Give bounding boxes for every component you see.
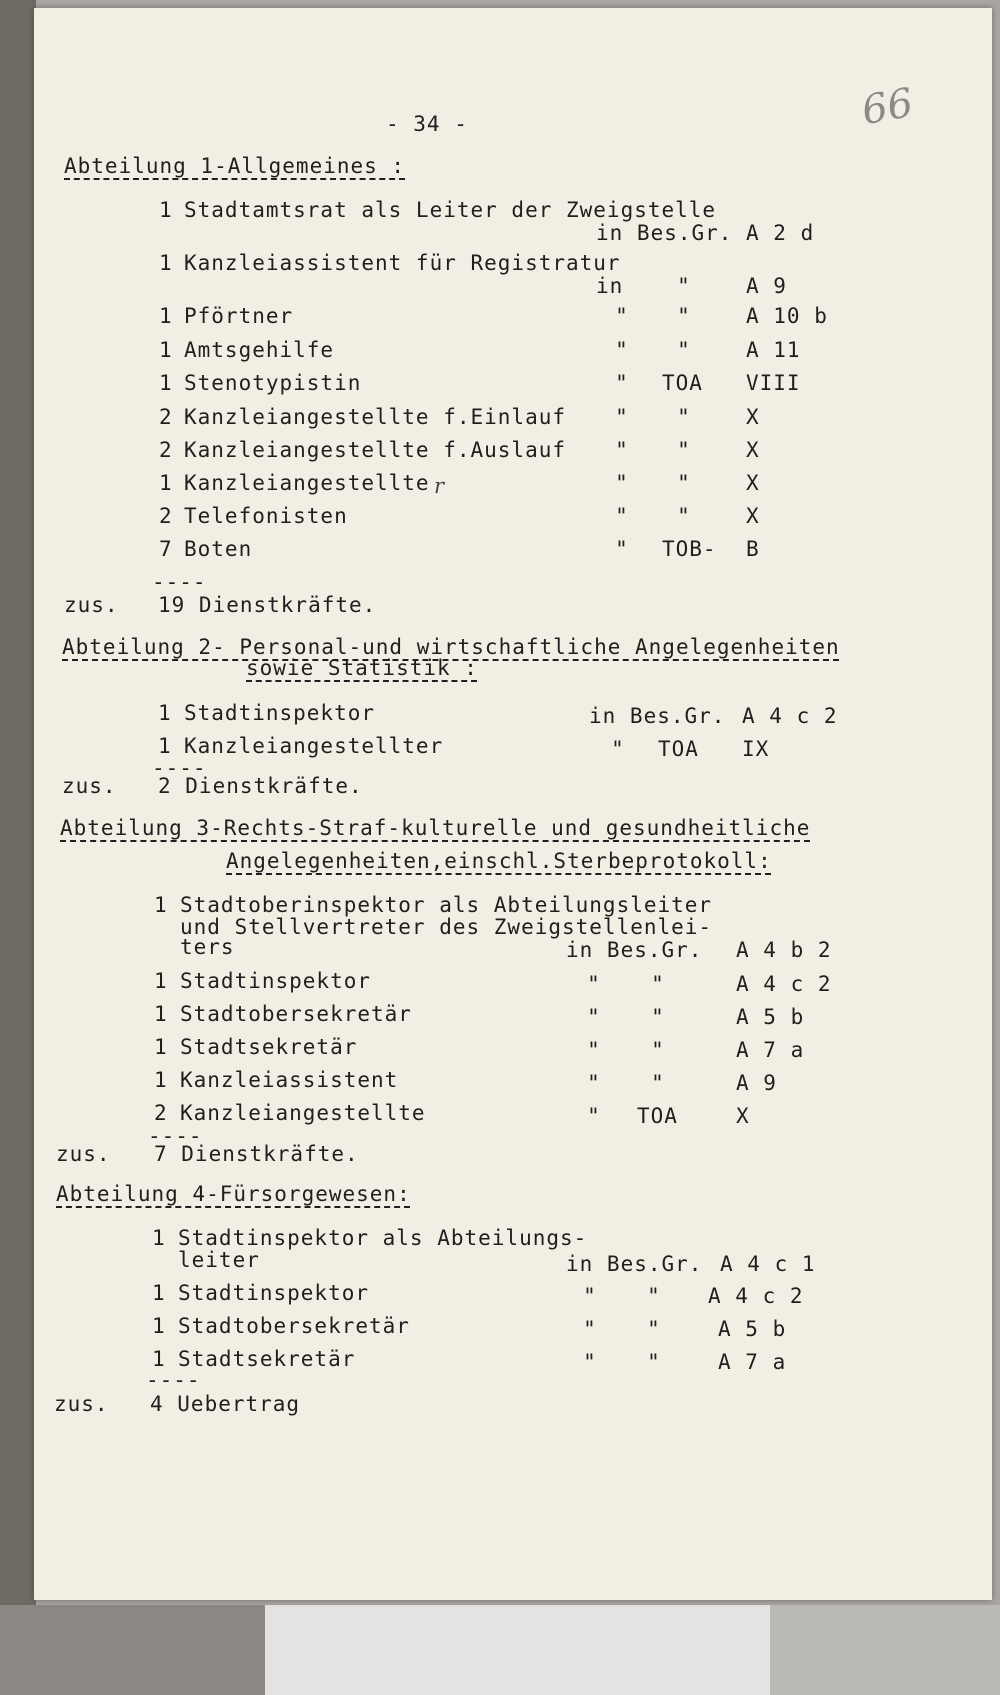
s2-row2-pay: IX bbox=[742, 737, 770, 761]
s1-row6-pay: X bbox=[746, 405, 760, 429]
s4-row3-title: Stadtobersekretär bbox=[178, 1314, 410, 1338]
s1-row9-ditto1: " bbox=[615, 504, 629, 528]
s4-row1-count: 1 bbox=[152, 1226, 166, 1250]
s3-row1-pay: A 4 b 2 bbox=[736, 938, 832, 962]
s1-row10-title: Boten bbox=[184, 537, 253, 561]
s1-row8-handwritten-correction: r bbox=[434, 474, 446, 498]
s4-row4-title: Stadtsekretär bbox=[178, 1347, 356, 1371]
s4-row3-ditto1: " bbox=[583, 1317, 597, 1341]
s4-total: 4 Uebertrag bbox=[150, 1392, 301, 1416]
s1-row4-count: 1 bbox=[159, 338, 173, 362]
s1-row5-title: Stenotypistin bbox=[184, 371, 362, 395]
s1-row7-count: 2 bbox=[159, 438, 173, 462]
s1-row7-ditto1: " bbox=[615, 438, 629, 462]
section-2-heading-line2: sowie Statistik : bbox=[246, 656, 478, 680]
s2-row1-pay: A 4 c 2 bbox=[742, 704, 838, 728]
s1-row5-count: 1 bbox=[159, 371, 173, 395]
s2-row1-title: Stadtinspektor bbox=[184, 701, 376, 725]
s1-row3-count: 1 bbox=[159, 304, 173, 328]
s1-row6-title: Kanzleiangestellte f.Einlauf bbox=[184, 405, 567, 429]
s4-row3-pay: A 5 b bbox=[718, 1317, 787, 1341]
s3-row1-title-line2: und Stellvertreter des Zweigstellenlei- bbox=[180, 915, 713, 939]
grey-card-edge bbox=[770, 1605, 1000, 1695]
s1-row2-ditto: " bbox=[677, 274, 691, 298]
s1-row2-count: 1 bbox=[159, 251, 173, 275]
s3-row6-group: TOA bbox=[637, 1104, 678, 1128]
s1-row6-ditto2: " bbox=[677, 405, 691, 429]
s2-row2-group: TOA bbox=[658, 737, 699, 761]
s3-row3-pay: A 5 b bbox=[736, 1005, 805, 1029]
s3-row4-title: Stadtsekretär bbox=[180, 1035, 358, 1059]
s4-row4-count: 1 bbox=[152, 1347, 166, 1371]
s1-row8-pay: X bbox=[746, 471, 760, 495]
s3-row6-pay: X bbox=[736, 1104, 750, 1128]
s1-row1-basis: in Bes.Gr. bbox=[596, 221, 733, 245]
s4-row1-title-line1: Stadtinspektor als Abteilungs- bbox=[178, 1226, 588, 1250]
s1-row8-ditto1: " bbox=[615, 471, 629, 495]
s3-row6-count: 2 bbox=[154, 1101, 168, 1125]
s4-row1-basis: in Bes.Gr. bbox=[566, 1252, 703, 1276]
s3-row1-basis: in Bes.Gr. bbox=[566, 938, 703, 962]
section-3-heading-line1: Abteilung 3-Rechts-Straf-kulturelle und gesundheitliche bbox=[60, 816, 811, 840]
s4-sum-dash: ---- bbox=[146, 1368, 201, 1392]
section-4-heading: Abteilung 4-Fürsorgewesen: bbox=[56, 1182, 411, 1206]
s3-row5-pay: A 9 bbox=[736, 1071, 777, 1095]
s1-row5-pay: VIII bbox=[746, 371, 801, 395]
s3-sum-dash: ---- bbox=[148, 1124, 203, 1148]
s2-row1-count: 1 bbox=[158, 701, 172, 725]
s1-row3-pay: A 10 b bbox=[746, 304, 828, 328]
binding-shadow bbox=[0, 0, 36, 1695]
s1-row9-count: 2 bbox=[159, 504, 173, 528]
s1-row8-count: 1 bbox=[159, 471, 173, 495]
s3-row4-ditto1: " bbox=[587, 1038, 601, 1062]
s4-row3-ditto2: " bbox=[647, 1317, 661, 1341]
s3-row5-count: 1 bbox=[154, 1068, 168, 1092]
s4-row2-title: Stadtinspektor bbox=[178, 1281, 370, 1305]
s1-row5-group: TOA bbox=[662, 371, 703, 395]
s1-row4-title: Amtsgehilfe bbox=[184, 338, 335, 362]
s4-row2-ditto2: " bbox=[647, 1284, 661, 1308]
s3-row2-pay: A 4 c 2 bbox=[736, 972, 832, 996]
s4-row4-ditto1: " bbox=[583, 1350, 597, 1374]
s1-total-label: zus. bbox=[64, 593, 119, 617]
s1-row9-title: Telefonisten bbox=[184, 504, 348, 528]
s4-row2-pay: A 4 c 2 bbox=[708, 1284, 804, 1308]
s1-row3-ditto1: " bbox=[615, 304, 629, 328]
s1-row3-title: Pförtner bbox=[184, 304, 294, 328]
s1-row7-ditto2: " bbox=[677, 438, 691, 462]
section-2-heading-line1: Abteilung 2- Personal-und wirtschaftliche Angelegenheiten bbox=[62, 635, 840, 659]
page-number: - 34 - bbox=[386, 112, 468, 136]
s4-row3-count: 1 bbox=[152, 1314, 166, 1338]
s3-row6-ditto1: " bbox=[587, 1104, 601, 1128]
s3-row2-ditto2: " bbox=[651, 972, 665, 996]
s3-row3-count: 1 bbox=[154, 1002, 168, 1026]
s1-row10-pay: B bbox=[746, 537, 760, 561]
s3-row1-title-line3: ters bbox=[180, 935, 235, 959]
s3-row5-title: Kanzleiassistent bbox=[180, 1068, 399, 1092]
s1-row2-basis: in bbox=[596, 274, 624, 298]
s3-row2-ditto1: " bbox=[587, 972, 601, 996]
s1-row10-ditto1: " bbox=[615, 537, 629, 561]
section-3-heading-line2: Angelegenheiten,einschl.Sterbeprotokoll: bbox=[226, 849, 772, 873]
s4-row1-pay: A 4 c 1 bbox=[720, 1252, 816, 1276]
s1-row9-ditto2: " bbox=[677, 504, 691, 528]
s2-row2-count: 1 bbox=[158, 734, 172, 758]
s3-row1-count: 1 bbox=[154, 893, 168, 917]
s2-total-label: zus. bbox=[62, 774, 117, 798]
s3-total: 7 Dienstkräfte. bbox=[154, 1142, 359, 1166]
s2-sum-dash: ---- bbox=[152, 756, 207, 780]
s3-row4-pay: A 7 a bbox=[736, 1038, 805, 1062]
s1-row2-pay: A 9 bbox=[746, 274, 787, 298]
s1-row8-title: Kanzleiangestellte bbox=[184, 471, 430, 495]
s1-row4-pay: A 11 bbox=[746, 338, 801, 362]
s3-row4-ditto2: " bbox=[651, 1038, 665, 1062]
s3-row2-title: Stadtinspektor bbox=[180, 969, 372, 993]
s1-row1-count: 1 bbox=[159, 198, 173, 222]
s1-row7-title: Kanzleiangestellte f.Auslauf bbox=[184, 438, 567, 462]
s1-row10-group: TOB- bbox=[662, 537, 717, 561]
s2-row2-ditto1: " bbox=[611, 737, 625, 761]
s3-row5-ditto2: " bbox=[651, 1071, 665, 1095]
document-page bbox=[34, 8, 992, 1600]
s3-row4-count: 1 bbox=[154, 1035, 168, 1059]
s3-total-label: zus. bbox=[56, 1142, 111, 1166]
s1-row3-ditto2: " bbox=[677, 304, 691, 328]
s3-row3-title: Stadtobersekretär bbox=[180, 1002, 412, 1026]
archive-folio-mark: 66 bbox=[858, 79, 917, 135]
s1-row4-ditto2: " bbox=[677, 338, 691, 362]
s3-row2-count: 1 bbox=[154, 969, 168, 993]
s4-row4-pay: A 7 a bbox=[718, 1350, 787, 1374]
s1-sum-dash: ---- bbox=[152, 570, 207, 594]
s1-row6-ditto1: " bbox=[615, 405, 629, 429]
s1-row9-pay: X bbox=[746, 504, 760, 528]
s2-total: 2 Dienstkräfte. bbox=[158, 774, 363, 798]
s1-row10-count: 7 bbox=[159, 537, 173, 561]
s4-row2-count: 1 bbox=[152, 1281, 166, 1305]
s3-row3-ditto2: " bbox=[651, 1005, 665, 1029]
s4-row2-ditto1: " bbox=[583, 1284, 597, 1308]
s3-row3-ditto1: " bbox=[587, 1005, 601, 1029]
s4-total-label: zus. bbox=[54, 1392, 109, 1416]
s1-row5-ditto1: " bbox=[615, 371, 629, 395]
s2-row2-title: Kanzleiangestellter bbox=[184, 734, 444, 758]
s4-row1-title-line2: leiter bbox=[178, 1248, 260, 1272]
s2-row1-basis: in Bes.Gr. bbox=[589, 704, 726, 728]
s1-row7-pay: X bbox=[746, 438, 760, 462]
s4-row4-ditto2: " bbox=[647, 1350, 661, 1374]
s3-row1-title-line1: Stadtoberinspektor als Abteilungsleiter bbox=[180, 893, 713, 917]
s1-row1-title: Stadtamtsrat als Leiter der Zweigstelle bbox=[184, 198, 717, 222]
white-card-edge bbox=[265, 1605, 770, 1695]
section-1-heading: Abteilung 1-Allgemeines : bbox=[64, 154, 406, 178]
s1-total: 19 Dienstkräfte. bbox=[158, 593, 377, 617]
s1-row4-ditto1: " bbox=[615, 338, 629, 362]
s1-row6-count: 2 bbox=[159, 405, 173, 429]
s3-row6-title: Kanzleiangestellte bbox=[180, 1101, 426, 1125]
s3-row5-ditto1: " bbox=[587, 1071, 601, 1095]
s1-row8-ditto2: " bbox=[677, 471, 691, 495]
s1-row1-pay: A 2 d bbox=[746, 221, 815, 245]
s1-row2-title: Kanzleiassistent für Registratur bbox=[184, 251, 621, 275]
